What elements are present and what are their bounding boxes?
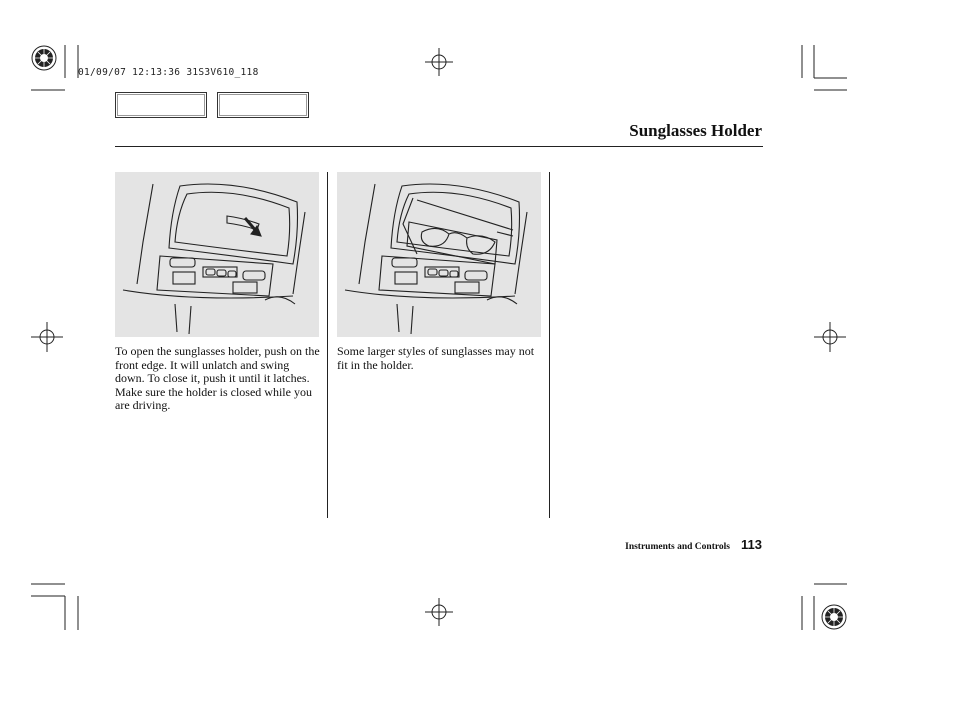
footer-section-name: Instruments and Controls: [625, 542, 730, 552]
target-right: [814, 322, 846, 352]
figure-holder-open: [337, 172, 541, 337]
column-divider-1: [327, 172, 328, 518]
target-bottom: [425, 598, 453, 626]
target-left: [31, 322, 63, 352]
page-title: Sunglasses Holder: [629, 121, 762, 140]
title-rule: [115, 146, 763, 147]
instructions-paragraph: To open the sunglasses holder, push on the front edge. It will unlatch and swing down. To close it, push it until it latches. Make sure the holder is closed while you are driving.: [115, 344, 320, 412]
starburst-top-left: [32, 46, 56, 70]
print-stamp: 01/09/07 12:13:36 31S3V610_118: [78, 67, 259, 78]
column-divider-2: [549, 172, 550, 518]
starburst-bottom-right: [822, 605, 846, 629]
target-top: [425, 48, 453, 76]
nav-button-index[interactable]: [217, 92, 309, 118]
page-number: 113: [741, 537, 762, 552]
nav-button-contents[interactable]: [115, 92, 207, 118]
figure-holder-closed: [115, 172, 319, 337]
caution-paragraph: Some larger styles of sunglasses may not fit in the holder.: [337, 344, 535, 372]
